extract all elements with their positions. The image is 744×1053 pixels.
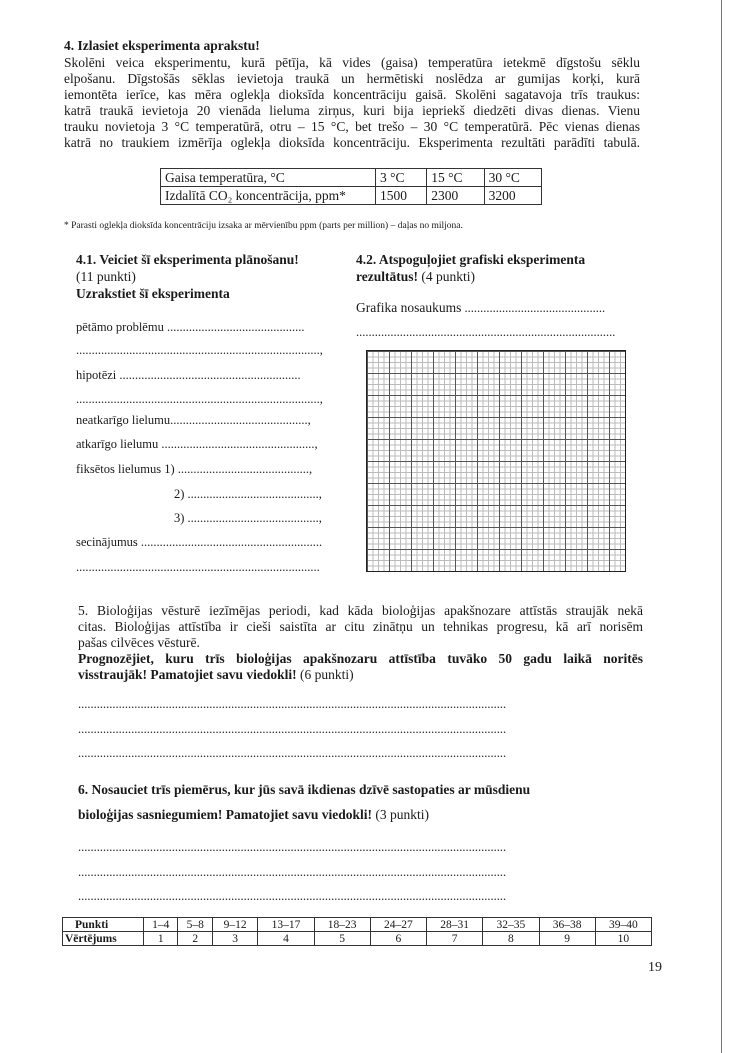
text-line: 5. Bioloģijas vēsturē iezīmējas periodi, kad kāda bioloģijas apakšnozare attīstās straujāk nekā xyxy=(78,603,643,618)
task42-title-2: rezultātus! xyxy=(356,269,418,284)
conclusions-label: secinājumus xyxy=(76,535,138,549)
table-cell: 28–31 xyxy=(427,918,483,932)
table-cell: 8 xyxy=(483,932,539,946)
conclusions-field[interactable]: secinājumus .......................................................... xyxy=(76,535,323,549)
answer-line[interactable]: ......................................................................................................................................... xyxy=(78,865,507,879)
fixed-label-2: 2) xyxy=(174,487,185,501)
independent-label: neatkarīgo lielumu xyxy=(76,413,171,427)
task42-points: (4 punkti) xyxy=(421,269,475,284)
table-cell: Punkti xyxy=(63,918,144,932)
text-line: Skolēni veica eksperimentu, kurā pētīja, kā vides (gaisa) temperatūra ietekmē dīgstošu sēklu xyxy=(64,55,640,70)
table-cell: 32–35 xyxy=(483,918,539,932)
results-table xyxy=(160,168,542,205)
task4-heading: 4. Izlasiet eksperimenta aprakstu! xyxy=(64,38,260,53)
table-cell: 30 °C xyxy=(484,169,541,187)
table-cell: 7 xyxy=(427,932,483,946)
dependent-field[interactable]: atkarīgo lielumu ................................................., xyxy=(76,437,318,451)
table-cell: 3 xyxy=(212,932,257,946)
fixed-field-1[interactable]: fiksētos lielumus 1) .........................................., xyxy=(76,462,313,476)
task6-points: (3 punkti) xyxy=(375,807,429,822)
task41-points: (11 punkti) xyxy=(76,269,136,284)
table-cell: 3200 xyxy=(484,187,541,205)
page-edge-line xyxy=(721,0,722,1053)
graph-title-field[interactable]: Grafika nosaukums ............................................. xyxy=(356,300,606,315)
problem-label: pētāmo problēmu xyxy=(76,320,164,334)
scoring-table xyxy=(62,917,652,946)
page-number: 19 xyxy=(648,960,662,975)
hypothesis-line-2[interactable]: .............................................................................., xyxy=(76,392,323,406)
text-line: elpošanu. Dīgstošās sēklas ievietoja traukā un hermētiski noslēdza ar gumijas korķi, kurā xyxy=(64,71,640,86)
task5-question-2: visstraujāk! Pamatojiet savu viedokli! xyxy=(78,667,297,682)
table-cell: 39–40 xyxy=(595,918,651,932)
table-cell: 2300 xyxy=(427,187,484,205)
table-cell: Izdalītā CO₂ koncentrācija, ppm* xyxy=(161,187,376,205)
text-line: citas. Bioloģijas attīstība ir cieši saistīta ar citu zinātņu un tehnikas progresu, kā arī norisēm xyxy=(78,619,643,634)
text-line: katrā no traukiem izmērīja oglekļa dioksīda koncentrāciju. Eksperimenta rezultāti parādīti tabulā. xyxy=(64,135,640,150)
answer-line[interactable]: ......................................................................................................................................... xyxy=(78,746,507,760)
task6-question-2: bioloģijas sasniegumiem! Pamatojiet savu viedokli! xyxy=(78,807,372,822)
table-cell: 1 xyxy=(144,932,178,946)
table-cell: 13–17 xyxy=(258,918,314,932)
problem-line-2[interactable]: .............................................................................., xyxy=(76,343,323,357)
task5-text xyxy=(78,603,643,683)
table-cell: 1–4 xyxy=(144,918,178,932)
text-line: katrā traukā ievietoja 20 vienāda lieluma zirņus, kuri bija iepriekš diedzēti divas dienas. Vienu xyxy=(64,103,640,118)
table-cell: 15 °C xyxy=(427,169,484,187)
table-cell: 3 °C xyxy=(376,169,427,187)
table-cell: 5 xyxy=(314,932,370,946)
table-cell: 6 xyxy=(370,932,426,946)
problem-field[interactable]: pētāmo problēmu ............................................ xyxy=(76,320,305,334)
answer-line[interactable]: ......................................................................................................................................... xyxy=(78,722,507,736)
fixed-label-3: 3) xyxy=(174,511,185,525)
answer-line[interactable]: ......................................................................................................................................... xyxy=(78,697,507,711)
task41-title: 4.1. Veiciet šī eksperimenta plānošanu! xyxy=(76,252,299,267)
answer-line[interactable]: ......................................................................................................................................... xyxy=(78,840,507,854)
graph-title-line-2[interactable]: ................................................................................... xyxy=(356,325,616,339)
table-row xyxy=(161,187,542,205)
graph-paper[interactable] xyxy=(366,350,626,572)
graph-title-label: Grafika nosaukums xyxy=(356,300,462,315)
dependent-label: atkarīgo lielumu xyxy=(76,437,159,451)
task6-question: 6. Nosauciet trīs piemērus, kur jūs savā ikdienas dzīvē sastopaties ar mūsdienu xyxy=(78,782,531,797)
task42-title: 4.2. Atspoguļojiet grafiski eksperimenta xyxy=(356,252,586,267)
table-cell: 36–38 xyxy=(539,918,595,932)
text-line: trauku novietoja 3 °C temperatūrā, otru – 15 °C, bet trešo – 30 °C temperatūrā. Pēc vienas dienas xyxy=(64,119,640,134)
table-row xyxy=(63,918,652,932)
table-cell: 24–27 xyxy=(370,918,426,932)
independent-field[interactable]: neatkarīgo lielumu............................................, xyxy=(76,413,311,427)
task5-question: Prognozējiet, kuru trīs bioloģijas apakšnozaru attīstība tuvāko 50 gadu laikā noritēs xyxy=(78,651,643,666)
table-cell: Vērtējums xyxy=(63,932,144,946)
table-cell: 9 xyxy=(539,932,595,946)
hypothesis-label: hipotēzi xyxy=(76,368,117,382)
task41-header xyxy=(76,251,299,302)
task41-subtitle: Uzrakstiet šī eksperimenta xyxy=(76,286,230,301)
fixed-field-3[interactable]: 3) .........................................., xyxy=(174,511,322,525)
answer-line[interactable]: ......................................................................................................................................... xyxy=(78,889,507,903)
text-line: pašas cilvēces vēsturē. xyxy=(78,635,200,650)
task4-text xyxy=(64,55,640,151)
text-line: iemontēta ierīce, kas mēra oglekļa dioksīda koncentrāciju gaisā. Skolēni sagatavoja trīs traukus: xyxy=(64,87,640,102)
table-cell: 10 xyxy=(595,932,651,946)
table-cell: 9–12 xyxy=(212,918,257,932)
table-cell: 18–23 xyxy=(314,918,370,932)
table-cell: 4 xyxy=(258,932,314,946)
conclusions-line-2[interactable]: .............................................................................. xyxy=(76,560,320,574)
footnote: * Parasti oglekļa dioksīda koncentrāciju izsaka ar mērvienību ppm (parts per million) – daļas no miljona. xyxy=(64,221,463,231)
table-row xyxy=(161,169,542,187)
task42-header xyxy=(356,251,585,285)
table-cell: 5–8 xyxy=(178,918,212,932)
task5-points: (6 punkti) xyxy=(300,667,354,682)
table-row xyxy=(63,932,652,946)
table-cell: 2 xyxy=(178,932,212,946)
table-cell: Gaisa temperatūra, °C xyxy=(161,169,376,187)
fixed-field-2[interactable]: 2) .........................................., xyxy=(174,487,322,501)
task6-question-line-2 xyxy=(78,807,429,823)
table-cell: 1500 xyxy=(376,187,427,205)
fixed-label: fiksētos lielumus 1) xyxy=(76,462,175,476)
hypothesis-field[interactable]: hipotēzi .......................................................... xyxy=(76,368,301,382)
